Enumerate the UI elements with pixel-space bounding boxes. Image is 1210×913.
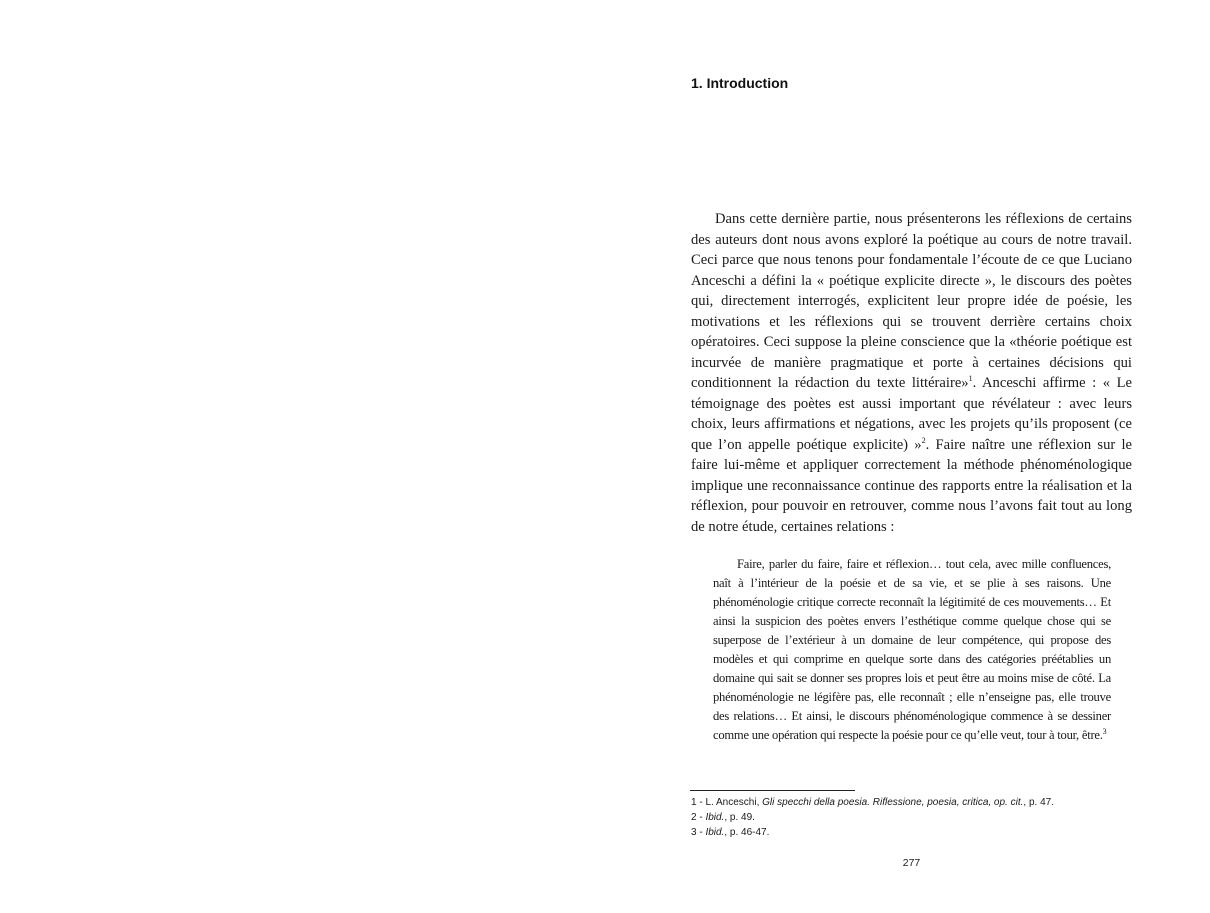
footnote-1-suffix: , p. 47. xyxy=(1023,797,1054,808)
body-text-part-3: . Faire naître une réflexion sur le faire lui-même et appliquer correctement la méthode phénoménologique implique une reconnaissance continue des rapports entre la réalisation et la réflexion, pour pouvoir en retrouver, comme nous l’avons fait tout au long de notre étude, certaines relations : xyxy=(691,436,1132,535)
footnote-1 xyxy=(691,795,1131,810)
footnote-2-suffix: , p. 49. xyxy=(724,812,755,823)
footnote-2-prefix: 2 - xyxy=(691,812,706,823)
footnote-1-title: Gli specchi della poesia. Riflessione, poesia, critica, op. cit. xyxy=(762,797,1024,808)
footnote-ref-1[interactable]: 1 xyxy=(968,374,973,384)
footnote-3-title: Ibid. xyxy=(705,827,725,838)
footnote-2 xyxy=(691,810,1131,825)
document-page xyxy=(690,0,1133,913)
section-heading: 1. Introduction xyxy=(691,75,789,91)
footnote-3 xyxy=(691,825,1131,840)
footnote-3-prefix: 3 - xyxy=(691,827,706,838)
footnote-divider xyxy=(690,790,855,791)
footnote-1-prefix: 1 - L. Anceschi, xyxy=(691,797,763,808)
body-text-part-2: . Anceschi affirme : « Le témoignage des poètes est aussi important que révélateur : avec leurs choix, leurs affirmations et négations, avec les projets qu’ils proposent (ce que l’on appelle poétique explicite) » xyxy=(691,375,1132,453)
block-quote xyxy=(713,555,1111,745)
footnote-2-title: Ibid. xyxy=(705,812,725,823)
footnote-ref-2[interactable]: 2 xyxy=(921,435,926,445)
page-number: 277 xyxy=(902,857,921,869)
footnote-3-suffix: , p. 46-47. xyxy=(724,827,770,838)
block-quote-text: Faire, parler du faire, faire et réflexion… tout cela, avec mille confluences, naît à l’intérieur de la poésie et de sa vie, et se plie à ses raisons. Une phénoménologie critique correcte reconnaît la légitimité de ces mouvements… Et ainsi la suspicion des poètes envers l’esthétique comme quelque chose qui se superpose de l’extérieur à un domaine de leur compétence, qui propose des modèles et qui comprime en quelque sorte dans des catégories préétablies un domaine qui sait se donner ses propres lois et peut être au moins mise de côté. La phénoménologie ne légifère pas, elle reconnaît ; elle n’enseigne pas, elle trouve des relations… Et ainsi, le discours phénoménologique commence à se dessiner comme une opération qui respecte la poésie pour ce qu’elle veut, tour à tour, être. xyxy=(713,557,1111,742)
body-text-part-1: Dans cette dernière partie, nous présenterons les réflexions de certains des auteurs dont nous avons exploré la poétique au cours de notre travail. Ceci parce que nous tenons pour fondamentale l’écoute de ce que Luciano Anceschi a défini la « poétique explicite directe », le discours des poètes qui, directement interrogés, explicitent leur propre idée de poésie, les motivations et les réflexions qui se trouvent derrière certains choix opératoires. Ceci suppose la pleine conscience que la «théorie poétique est incurvée de manière pragmatique et porte à certaines décisions qui conditionnent la rédaction du texte littéraire» xyxy=(691,211,1132,391)
footnotes xyxy=(691,795,1131,840)
footnote-ref-3[interactable]: 3 xyxy=(1102,726,1107,736)
body-paragraph xyxy=(691,209,1132,537)
